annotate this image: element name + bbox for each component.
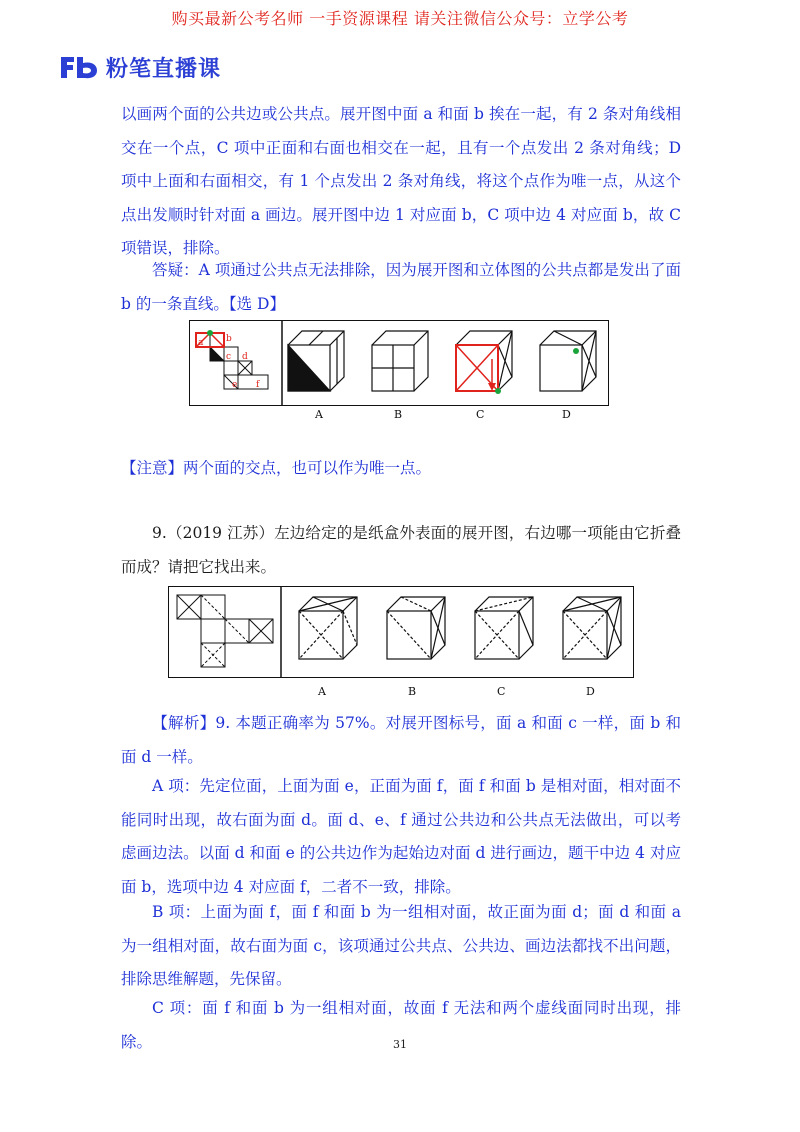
option-d-cube-2	[563, 597, 621, 659]
fig1-option-c-label: C	[476, 408, 485, 421]
fig1-option-b-label: B	[394, 408, 403, 421]
option-d-cube	[540, 331, 596, 391]
net-label-a: a	[198, 338, 204, 348]
net-label-f: f	[256, 380, 260, 390]
logo-text: 粉笔直播课	[106, 56, 222, 82]
paragraph-qa: 答疑：A 项通过公共点无法排除，因为展开图和立体图的公共点都是发出了面 b 的一条直线。【选 D】	[121, 261, 681, 313]
option-a-cube-2	[299, 597, 357, 659]
option-c-analysis: C 项：面 f 和面 b 为一组相对面，故面 f 无法和两个虚线面同时出现，排除。	[121, 999, 681, 1051]
figure-1	[189, 320, 609, 406]
figure-2	[168, 586, 634, 678]
fig2-option-d-label: D	[586, 685, 595, 698]
option-b-cube	[372, 331, 428, 391]
fig1-option-d-label: D	[562, 408, 571, 421]
option-b-analysis: B 项：上面为面 f，面 f 和面 b 为一组相对面，故正面为面 d；面 d 和面 a 为一组相对面，故右面为面 c，该项通过公共点、公共边、画边法都找不出问题，排除思维解题，先保留。	[121, 903, 681, 988]
question-9: 9.（2019 江苏）左边给定的是纸盒外表面的展开图，右边哪一项能由它折叠而成？请把它找出来。	[121, 524, 681, 576]
top-banner: 购买最新公考名师 一手资源课程 请关注微信公众号：立学公考	[171, 9, 629, 28]
fig2-option-b-label: B	[408, 685, 417, 698]
brand-logo	[58, 50, 221, 84]
option-c-cube-2	[475, 597, 533, 659]
option-b-cube-2	[387, 597, 445, 659]
net-diagram-2	[177, 595, 273, 667]
page-number: 31	[393, 1038, 407, 1051]
net-label-d: d	[242, 352, 248, 362]
fig2-option-c-label: C	[497, 685, 506, 698]
option-a-cube	[288, 331, 344, 391]
net-label-b: b	[226, 334, 232, 344]
fb-logo-icon	[58, 53, 100, 81]
fig1-option-a-label: A	[315, 408, 323, 421]
net-label-e: e	[232, 380, 238, 390]
analysis-paragraph: 【解析】9. 本题正确率为 57%。对展开图标号，面 a 和面 c 一样，面 b 和面 d 一样。	[121, 714, 681, 766]
fig2-option-a-label: A	[318, 685, 326, 698]
net-label-c: c	[226, 352, 232, 362]
note-paragraph: 【注意】两个面的交点，也可以作为唯一点。	[121, 459, 432, 477]
paragraph-1: 以画两个面的公共边或公共点。展开图中面 a 和面 b 挨在一起，有 2 条对角线相交在一个点，C 项中正面和右面也相交在一起，且有一个点发出 2 条对角线；D 项中上面和右面相交，有 1 个点发出 2 条对角线，将这个点作为唯一点，从这个点出发顺时针对面 a 画边。展开图中边 1 对应面 b，C 项中边 4 对应面 b，故 C 项错误，排除。	[121, 105, 681, 257]
option-a-analysis: A 项：先定位面，上面为面 e，正面为面 f，面 f 和面 b 是相对面，相对面不能同时出现，故右面为面 d。面 d、e、f 通过公共边和公共点无法做出，可以考虑画边法。以面 d 和面 e 的公共边作为起始边对面 d 进行画边，题干中边 4 对应面 b，选项中边 4 对应面 f，二者不一致，排除。	[121, 777, 681, 896]
